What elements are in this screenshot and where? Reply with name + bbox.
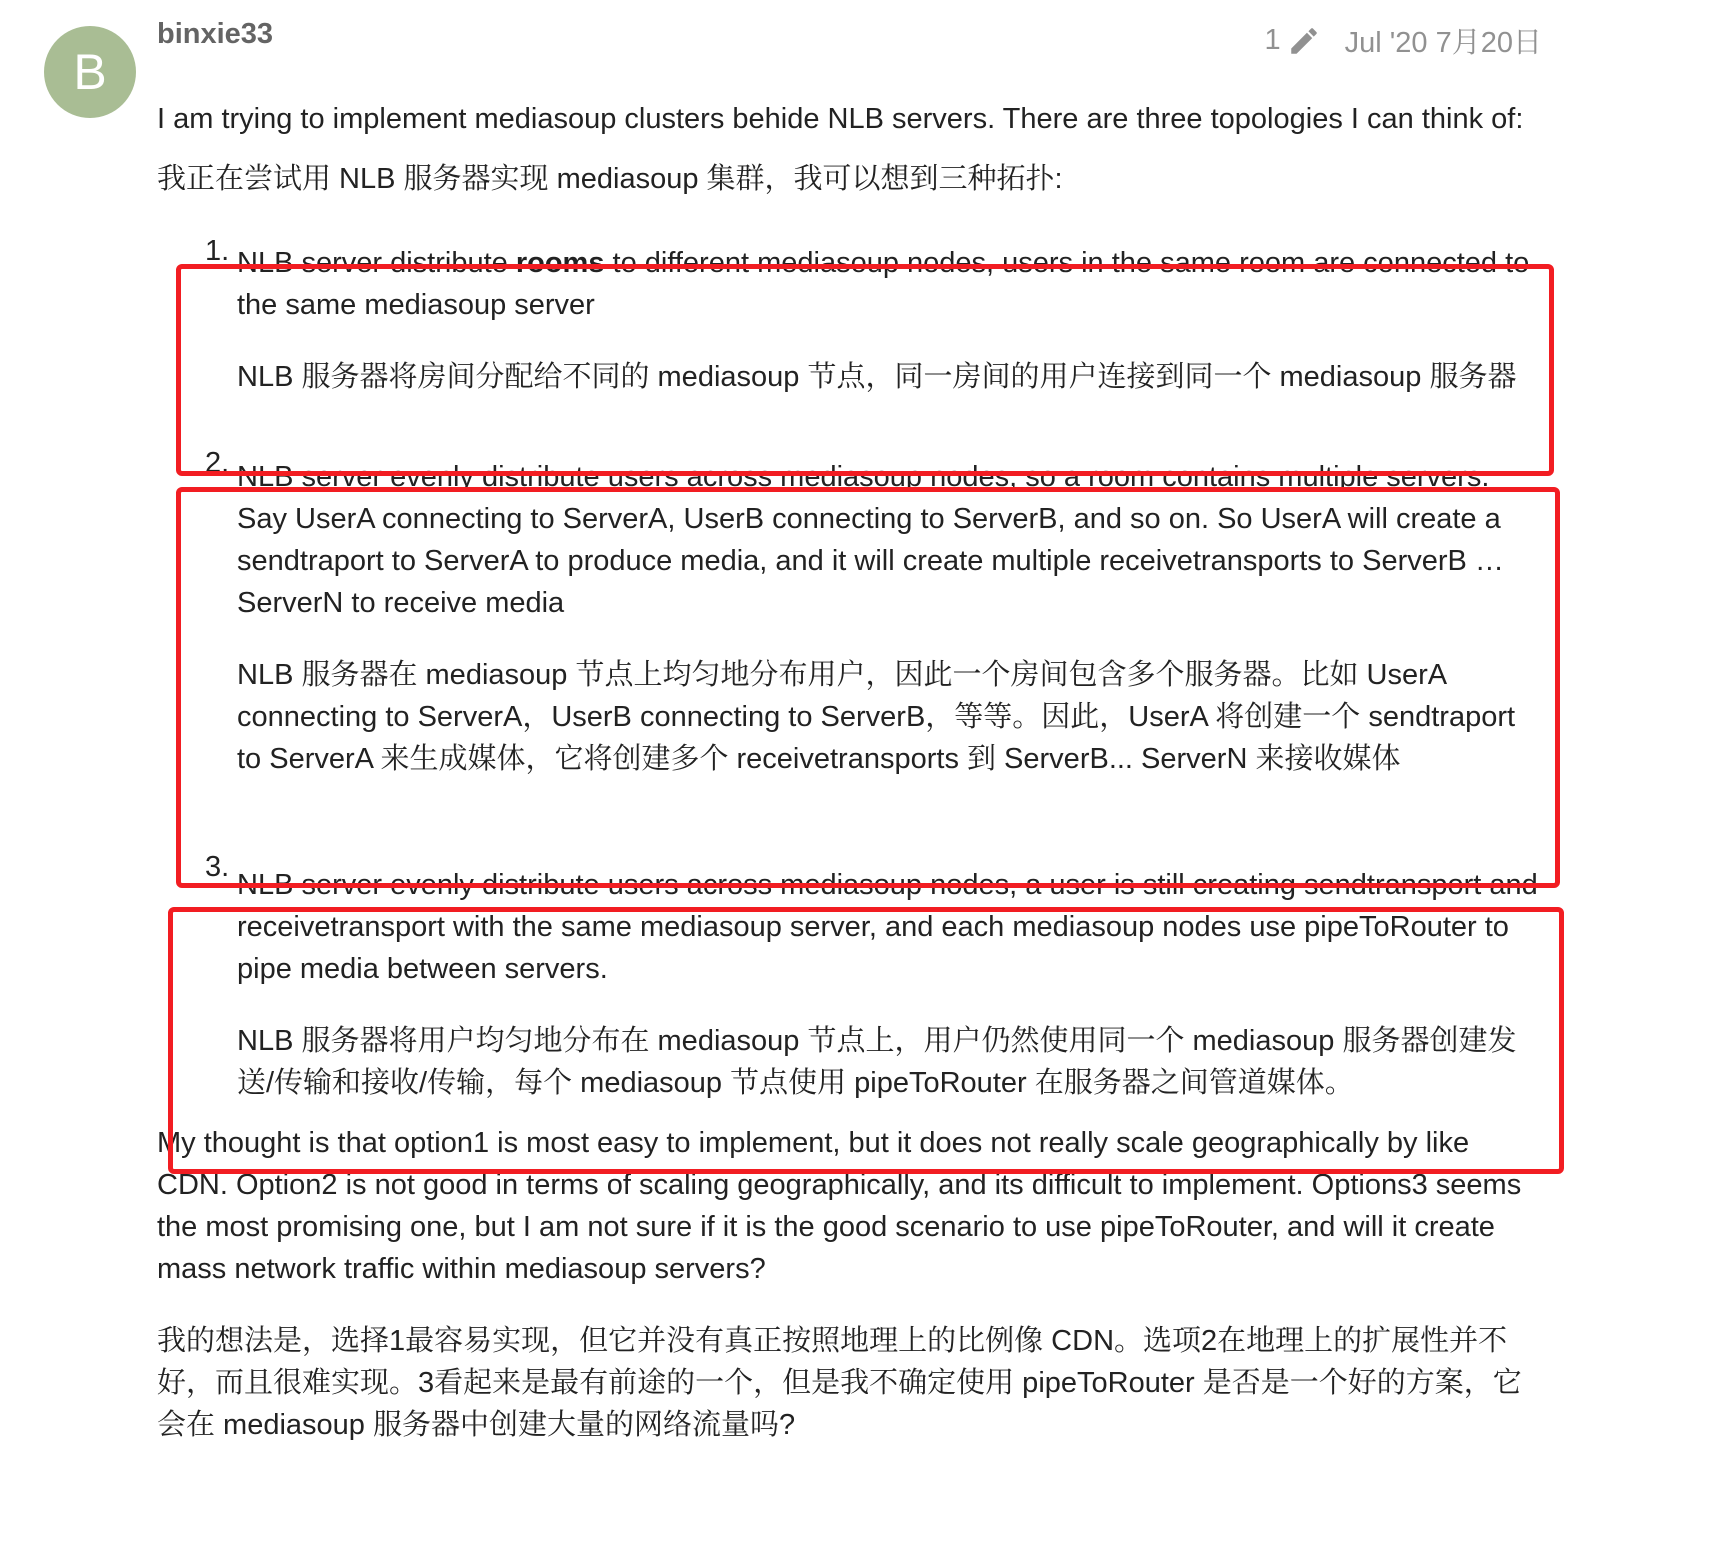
option-text-en: NLB server evenly distribute users across mediasoup nodes, a user is still creating sendtransport and receivetransport with the same mediasoup server, and each mediasoup nodes use pipeToRouter to pipe media between servers. (237, 869, 1538, 985)
option-text-part: NLB server distribute (237, 247, 516, 279)
option-text-cn: NLB 服务器将用户均匀地分布在 mediasoup 节点上，用户仍然使用同一个 mediasoup 服务器创建发送/传输和接收/传输，每个 mediasoup 节点使用 pipeToRouter 在服务器之间管道媒体。 (237, 1025, 1517, 1099)
option-text-cn: NLB 服务器将房间分配给不同的 mediasoup 节点，同一房间的用户连接到同一个 mediasoup 服务器 (237, 361, 1517, 393)
edit-count[interactable]: 1 (1264, 24, 1281, 56)
option-text-en (237, 242, 1547, 326)
list-number: 2. (205, 447, 230, 479)
post-meta (1264, 20, 1542, 61)
option-text-en: NLB server evenly distribute users across mediasoup nodes, so a room contains multiple servers. Say UserA connecting to ServerA, UserB connecting to ServerB, and so on. So UserA will create a sendtraport to ServerA to produce media, and it will create multiple receivetransports to ServerB … ServerN to receive media (237, 461, 1504, 619)
option-text-part: to different mediasoup nodes, users in the same room are connected to the same mediasoup server (237, 247, 1530, 321)
avatar-initial: B (73, 44, 107, 100)
list-item (157, 230, 1547, 442)
post-body (157, 98, 1547, 1446)
topology-list (157, 230, 1547, 1112)
list-number: 3. (205, 851, 230, 883)
list-number: 1. (205, 235, 230, 267)
intro-paragraph-cn: 我正在尝试用 NLB 服务器实现 mediasoup 集群，我可以想到三种拓扑: (157, 163, 1063, 195)
thought-paragraph-cn: 我的想法是，选择1最容易实现，但它并没有真正按照地理上的比例像 CDN。选项2在地理上的扩展性并不好，而且很难实现。3看起来是最有前途的一个，但是我不确定使用 pipeToRouter 是否是一个好的方案，它会在 mediasoup 服务器中创建大量的网络流量吗? (157, 1325, 1522, 1441)
option-bold-text: rooms (515, 247, 605, 279)
intro-paragraph: I am trying to implement mediasoup clusters behide NLB servers. There are three topologies I can think of: (157, 103, 1524, 135)
option-text-cn: NLB 服务器在 mediasoup 节点上均匀地分布用户，因此一个房间包含多个服务器。比如 UserA connecting to ServerA，UserB connecting to ServerB，等等。因此，UserA 将创建一个 sendtraport to ServerA 来生成媒体，它将创建多个 receivetransports 到 ServerB... ServerN 来接收媒体 (237, 659, 1516, 775)
username[interactable]: binxie33 (157, 18, 274, 50)
avatar[interactable] (44, 26, 136, 118)
thought-paragraph: My thought is that option1 is most easy to implement, but it does not really scale geographically by like CDN. Option2 is not good in terms of scaling geographically, and its difficult to implement. Options3 seems the most promising one, but I am not sure if it is the good scenario to use pipeToRouter, and will it create mass network traffic within mediasoup servers? (157, 1127, 1522, 1285)
list-item (157, 442, 1547, 846)
list-item (157, 846, 1547, 1112)
post-date[interactable]: Jul '20 7月20日 (1344, 27, 1542, 59)
pencil-icon[interactable] (1287, 24, 1321, 58)
